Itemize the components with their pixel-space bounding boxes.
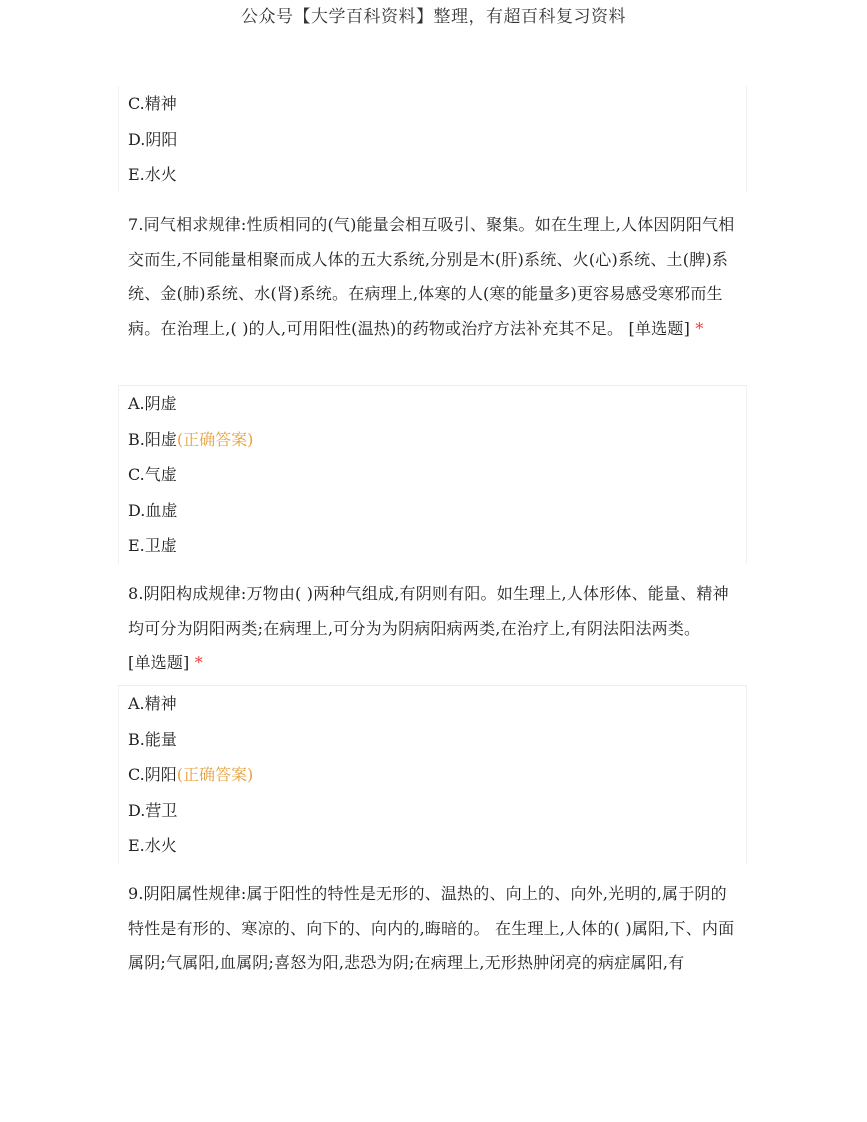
page-header: 公众号【大学百科资料】整理，有超百科复习资料 xyxy=(241,7,626,27)
option-item[interactable] xyxy=(119,757,746,793)
question-stem xyxy=(128,208,743,346)
option-item[interactable] xyxy=(119,386,746,422)
question-type-tag xyxy=(629,319,704,338)
option-letter: C. xyxy=(128,94,145,113)
question-text: 9.阴阳属性规律:属于阳性的特性是无形的、温热的、向上的、向外,光明的,属于阴的特性是有形的、寒凉的、向下的、向内的,晦暗的。 在生理上,人体的( )属阳,下、内面属阴;气属阳,血属阴;喜怒为阳,悲恐为阴;在病理上,无形热肿闭亮的病症属阳,有 xyxy=(128,884,735,972)
required-mark: * xyxy=(695,318,704,338)
option-text: 血虚 xyxy=(145,500,178,520)
option-list xyxy=(118,385,747,564)
option-letter: E. xyxy=(128,165,145,184)
option-item[interactable] xyxy=(119,528,746,564)
option-item[interactable] xyxy=(119,793,746,829)
option-letter: E. xyxy=(128,836,145,855)
option-text: 水火 xyxy=(144,836,177,855)
option-item[interactable] xyxy=(119,86,746,122)
option-list xyxy=(118,86,747,193)
option-letter: D. xyxy=(128,800,146,820)
option-letter: B. xyxy=(128,729,145,749)
correct-answer-mark: (正确答案) xyxy=(176,429,254,449)
option-text: 精神 xyxy=(144,694,177,713)
option-list xyxy=(118,685,747,864)
question-text: 8.阴阳构成规律:万物由( )两种气组成,有阴则有阳。如生理上,人体形体、能量、精神均可分为阴阳两类;在病理上,可分为为阴病阳病两类,在治疗上,有阴法阳法两类。 xyxy=(128,584,729,638)
option-text: 阴阳 xyxy=(145,129,178,149)
option-text: 阴虚 xyxy=(144,394,177,413)
question-type: [单选题] xyxy=(628,318,691,338)
option-item[interactable] xyxy=(119,493,746,529)
option-text: 营卫 xyxy=(145,800,178,820)
option-item[interactable] xyxy=(119,457,746,493)
option-item[interactable] xyxy=(119,422,746,458)
question-stem xyxy=(128,877,743,981)
option-item[interactable] xyxy=(119,828,746,864)
option-text: 阴阳 xyxy=(144,765,177,784)
option-letter: C. xyxy=(128,765,145,784)
option-text: 阳虚 xyxy=(144,429,177,449)
option-text: 精神 xyxy=(144,94,177,113)
option-text: 卫虚 xyxy=(144,536,177,555)
option-letter: A. xyxy=(128,394,145,413)
question-type-tag xyxy=(128,653,203,672)
option-letter: A. xyxy=(128,694,145,713)
option-item[interactable] xyxy=(119,686,746,722)
option-letter: E. xyxy=(128,536,145,555)
option-item[interactable] xyxy=(119,122,746,158)
option-text: 能量 xyxy=(144,729,177,749)
option-letter: B. xyxy=(128,429,145,449)
option-letter: D. xyxy=(128,129,146,149)
option-text: 水火 xyxy=(144,165,177,184)
option-letter: D. xyxy=(128,500,146,520)
option-letter: C. xyxy=(128,465,145,484)
question-text: 7.同气相求规律:性质相同的(气)能量会相互吸引、聚集。如在生理上,人体因阴阳气相交而生,不同能量相聚而成人体的五大系统,分别是木(肝)系统、火(心)系统、土(脾)系统、金(肺)系统、水(肾)系统。在病理上,体寒的人(寒的能量多)更容易感受寒邪而生病。在治理上,( )的人,可用阳性(温热)的药物或治疗方法补充其不足。 xyxy=(128,215,735,338)
option-item[interactable] xyxy=(119,157,746,193)
option-item[interactable] xyxy=(119,722,746,758)
option-text: 气虚 xyxy=(144,465,177,484)
question-type: [单选题] xyxy=(128,653,190,672)
required-mark: * xyxy=(194,653,203,672)
question-stem xyxy=(128,577,743,681)
correct-answer-mark: (正确答案) xyxy=(176,765,254,784)
